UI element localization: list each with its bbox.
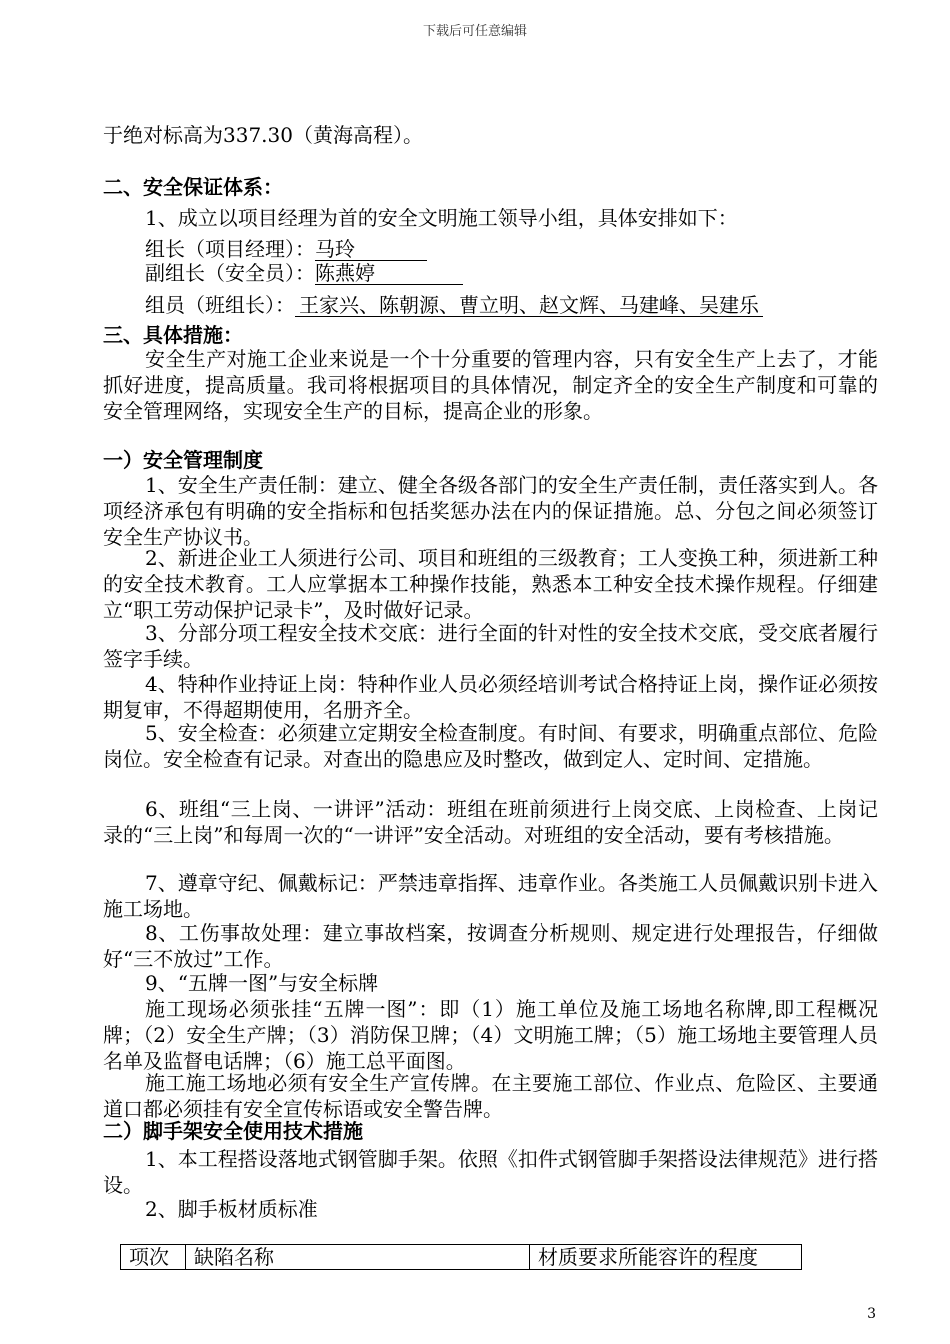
paragraph: 3、分部分项工程安全技术交底：进行全面的针对性的安全技术交底，受交底者履行签字手续。	[103, 621, 878, 671]
table-header-cell: 项次	[121, 1245, 186, 1270]
members-label: 组员（班组长）：	[145, 293, 295, 317]
deputy-row	[145, 260, 463, 286]
table-header-row	[121, 1245, 802, 1270]
paragraph: 8、工伤事故处理：建立事故档案，按调查分析规则、规定进行处理报告，仔细做好“三不放过”工作。	[103, 921, 878, 971]
subsection-heading: 一）安全管理制度	[103, 448, 263, 472]
paragraph: 2、新进企业工人须进行公司、项目和班组的三级教育；工人变换工种，须进新工种的安全技术教育。工人应掌据本工种操作技能，熟悉本工种安全技术操作规程。仔细建立“职工劳动保护记录卡”，及时做好记录。	[103, 546, 878, 622]
paragraph: 1、安全生产责任制：建立、健全各级各部门的安全生产责任制，责任落实到人。各项经济承包有明确的安全指标和包括奖惩办法在内的保证措施。总、分包之间必须签订安全生产协议书。	[103, 473, 878, 549]
paragraph: 6、班组“三上岗、一讲评”活动：班组在班前须进行上岗交底、上岗检查、上岗记录的“三上岗”和每周一次的“一讲评”安全活动。对班组的安全活动，要有考核措施。	[103, 797, 878, 847]
text-line: 于绝对标高为337.30（黄海高程）。	[103, 123, 423, 147]
section-heading: 三、具体措施：	[103, 323, 243, 347]
table-header-cell: 缺陷名称	[186, 1245, 530, 1270]
deputy-name: 陈燕婷	[315, 262, 463, 285]
paragraph: 施工施工场地必须有安全生产宣传牌。在主要施工部位、作业点、危险区、主要通道口都必须挂有安全宣传标语或安全警告牌。	[103, 1071, 878, 1121]
section-heading: 二、安全保证体系：	[103, 175, 283, 199]
text-line: 2、脚手板材质标准	[145, 1197, 318, 1221]
paragraph: 5、安全检查：必须建立定期安全检查制度。有时间、有要求，明确重点部位、危险岗位。安全检查有记录。对查出的隐患应及时整改，做到定人、定时间、定措施。	[103, 721, 878, 771]
paragraph: 4、特种作业持证上岗：特种作业人员必须经培训考试合格持证上岗，操作证必须按期复审，不得超期使用，名册齐全。	[103, 672, 878, 722]
subsection-heading: 二）脚手架安全使用技术措施	[103, 1119, 363, 1143]
page-header: 下载后可任意编辑	[422, 24, 527, 39]
paragraph: 施工现场必须张挂“五牌一图”：即（1）施工单位及施工场地名称牌,即工程概况牌；（2）安全生产牌；（3）消防保卫牌；（4）文明施工牌；（5）施工场地主要管理人员名单及监督电话牌；（6）施工总平面图。	[103, 997, 878, 1073]
paragraph: 安全生产对施工企业来说是一个十分重要的管理内容，只有安全生产上去了，才能抓好进度，提高质量。我司将根据项目的具体情况，制定齐全的安全生产制度和可靠的安全管理网络，实现安全生产的目标，提高企业的形象。	[103, 347, 878, 423]
leader-row	[145, 236, 427, 262]
leader-label: 组长（项目经理）：	[145, 237, 315, 261]
members-row	[145, 292, 763, 318]
table-header-cell: 材质要求所能容许的程度	[530, 1245, 802, 1270]
leader-name: 马玲	[315, 238, 427, 261]
page-number: 3	[867, 1306, 876, 1322]
material-standard-table	[120, 1244, 802, 1270]
paragraph: 1、本工程搭设落地式钢管脚手架。依照《扣件式钢管脚手架搭设法律规范》进行搭设。	[103, 1147, 878, 1197]
paragraph: 7、遵章守纪、佩戴标记：严禁违章指挥、违章作业。各类施工人员佩戴识别卡进入施工场地。	[103, 871, 878, 921]
paragraph: 9、“五牌一图”与安全标牌	[145, 971, 379, 995]
members-names: 王家兴、陈朝源、曹立明、赵文辉、马建峰、吴建乐	[295, 294, 763, 317]
text-line: 1、成立以项目经理为首的安全文明施工领导小组，具体安排如下：	[145, 206, 738, 230]
deputy-label: 副组长（安全员）：	[145, 261, 315, 285]
